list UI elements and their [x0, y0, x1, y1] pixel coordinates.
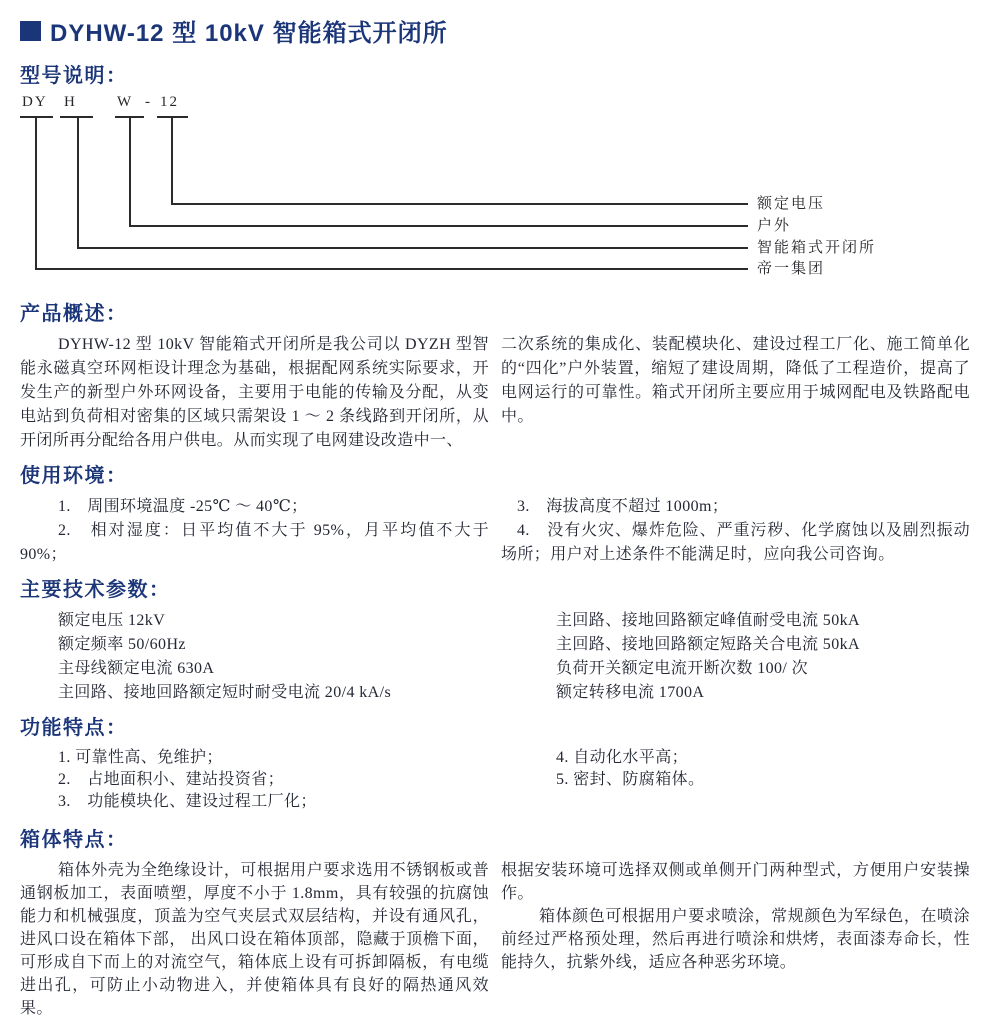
branch-label-smart-box: 智能箱式开闭所 [757, 240, 877, 256]
environment-item-3: 3. 海拔高度不超过 1000m； [517, 498, 729, 515]
operating-environment-heading: 使用环境： [20, 465, 128, 487]
section-model-designation [20, 63, 970, 287]
branch-line-12-vertical [171, 116, 173, 205]
title-square-bullet-icon [20, 21, 41, 41]
overview-paragraph-right: 二次系统的集成化、装配模块化、建设过程工厂化、施工简单化的“四化”户外装置，缩短了建设周期，降低了工程造价，提高了电网运行的可靠性。箱式开闭所主要应用于城网配电及铁路配电中。 [501, 336, 970, 425]
enclosure-features-heading: 箱体特点： [20, 829, 128, 851]
parameter-rated-frequency: 额定频率 50/60Hz [58, 636, 186, 653]
section-functional-features [20, 715, 970, 813]
overview-column-left [20, 333, 489, 453]
enclosure-column-left [20, 859, 489, 1020]
section-product-overview [20, 301, 970, 453]
environment-column-right [501, 495, 970, 567]
branch-line-dy-vertical [35, 116, 37, 270]
branch-line-w-vertical [129, 116, 131, 227]
parameters-column-left [20, 609, 489, 705]
section-operating-environment [20, 463, 970, 567]
parameter-transfer-current: 额定转移电流 1700A [556, 684, 705, 701]
parameter-short-time-current: 主回路、接地回路额定短时耐受电流 20/4 kA/s [58, 684, 392, 701]
enclosure-paragraph-3: 箱体颜色可根据用户要求喷涂，常规颜色为军绿色，在喷涂前经过严格预处理，然后再进行喷涂和烘烤，表面漆寿命长，性能持久，抗紫外线，适应各种恶劣环境。 [501, 908, 970, 971]
parameter-rated-voltage: 额定电压 12kV [58, 612, 166, 629]
overview-column-right [501, 333, 970, 453]
parameters-column-right [501, 609, 970, 705]
environment-item-4: 4. 没有火灾、爆炸危险、严重污秽、化学腐蚀以及剧烈振动场所；用户对上述条件不能满足时，应向我公司咨询。 [501, 522, 970, 563]
section-enclosure-features [20, 827, 970, 1020]
functional-features-heading: 功能特点： [20, 717, 128, 739]
parameter-breaking-operations: 负荷开关额定电流开断次数 100/ 次 [556, 660, 809, 677]
model-designation-heading: 型号说明： [20, 65, 128, 87]
branch-label-rated-voltage: 额定电压 [757, 196, 826, 212]
feature-item-2: 2. 占地面积小、建站投资省； [58, 771, 285, 788]
page-title: DYHW-12 型 10kV 智能箱式开闭所 [50, 20, 448, 47]
parameter-making-current: 主回路、接地回路额定短路关合电流 50kA [556, 636, 860, 653]
branch-label-group: 帝一集团 [757, 261, 826, 277]
features-column-right [501, 747, 970, 813]
branch-line-dy-horizontal [35, 268, 748, 270]
environment-item-2: 2. 相对湿度：日平均值不大于 95%，月平均值不大于 90%； [20, 522, 489, 563]
model-designation-diagram [20, 95, 970, 287]
model-code-h: H [64, 94, 77, 110]
enclosure-column-right [501, 859, 970, 1020]
enclosure-paragraph-2: 根据安装环境可选择双侧或单侧开门两种型式，方便用户安装操作。 [501, 862, 970, 902]
feature-item-4: 4. 自动化水平高； [556, 749, 689, 766]
model-code-dy: DY [22, 94, 48, 110]
parameter-peak-current: 主回路、接地回路额定峰值耐受电流 50kA [556, 612, 860, 629]
model-code-w: W [117, 94, 134, 110]
branch-line-12-horizontal [171, 203, 748, 205]
overview-paragraph-left: DYHW-12 型 10kV 智能箱式开闭所是我公司以 DYZH 型智能永磁真空环网柜设计理念为基础，根据配网系统实际要求，开发生产的新型户外环网设备，主要用于电能的传输及分配，从变电站到负荷相对密集的区域只需架设 1 ～ 2 条线路到开闭所，从开闭所再分配给各用户供电。从而实现了电网建设改造中一、 [20, 336, 489, 449]
section-technical-parameters [20, 577, 970, 705]
model-code-12: 12 [160, 94, 179, 110]
branch-label-outdoor: 户外 [757, 218, 792, 234]
page-title-row [20, 13, 970, 48]
branch-line-h-vertical [77, 116, 79, 249]
environment-item-1: 1. 周围环境温度 -25℃ ～ 40℃； [58, 498, 308, 515]
branch-line-w-horizontal [129, 225, 748, 227]
feature-item-1: 1. 可靠性高、免维护； [58, 749, 223, 766]
product-overview-heading: 产品概述： [20, 303, 128, 325]
branch-line-h-horizontal [77, 247, 748, 249]
feature-item-3: 3. 功能模块化、建设过程工厂化； [58, 793, 317, 810]
model-code-separator: - [145, 94, 152, 110]
parameter-busbar-current: 主母线额定电流 630A [58, 660, 215, 677]
features-column-left [20, 747, 489, 813]
technical-parameters-heading: 主要技术参数： [20, 579, 171, 601]
enclosure-paragraph-1: 箱体外壳为全绝缘设计，可根据用户要求选用不锈钢板或普通钢板加工，表面喷塑，厚度不小于 1.8mm，具有较强的抗腐蚀能力和机械强度，顶盖为空气夹层式双层结构，并设有通风孔，进风口设在箱体下部， 出风口设在箱体顶部，隐藏于顶檐下面，可形成自下而上的对流空气，箱体底上设有可拆卸隔板，有电缆进出孔，可防止小动物进入，并使箱体具有良好的隔热通风效果。 [20, 862, 489, 1017]
environment-column-left [20, 495, 489, 567]
feature-item-5: 5. 密封、防腐箱体。 [556, 771, 705, 788]
